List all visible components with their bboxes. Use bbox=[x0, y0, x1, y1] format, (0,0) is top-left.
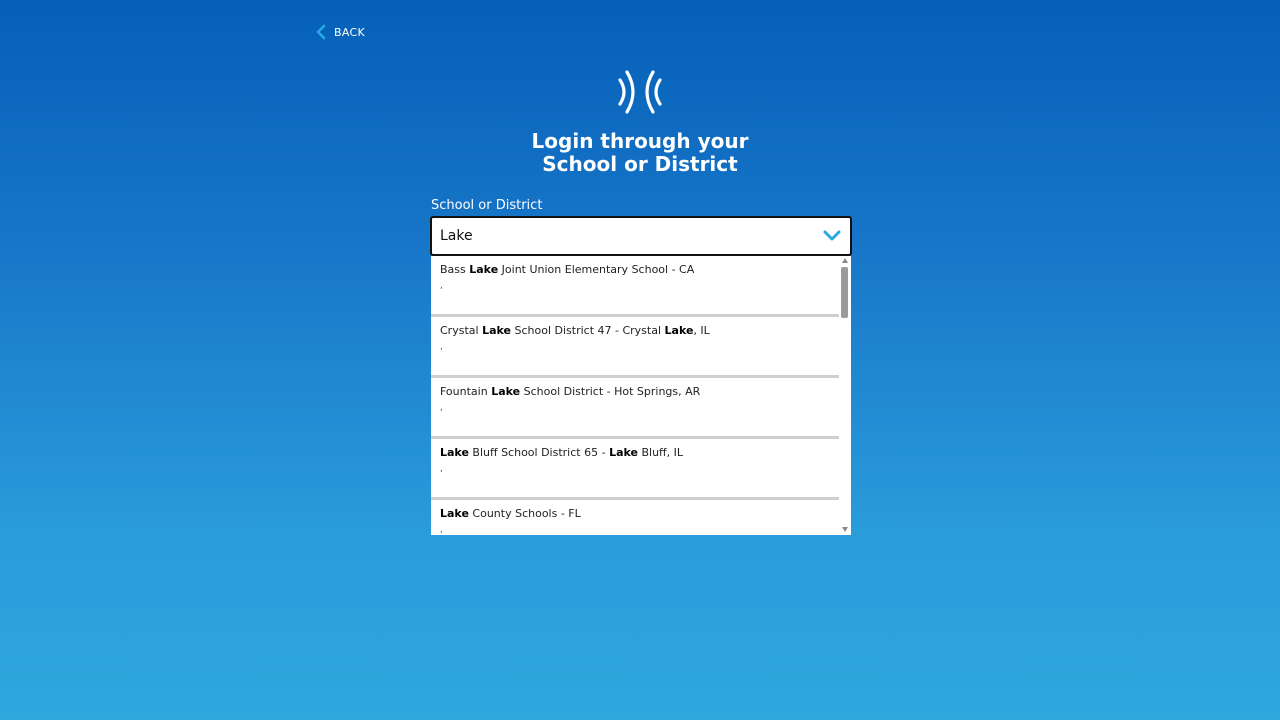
result-text: Joint Union Elementary School - CA bbox=[498, 263, 695, 276]
results-scrollbar[interactable] bbox=[839, 256, 851, 535]
page-title-line1: Login through your bbox=[531, 129, 749, 153]
result-item[interactable] bbox=[431, 378, 839, 439]
result-text: County Schools - FL bbox=[468, 507, 581, 520]
school-district-label: School or District bbox=[431, 198, 543, 213]
result-subtitle: , bbox=[440, 281, 443, 291]
school-district-input[interactable] bbox=[432, 218, 814, 254]
result-text: School District 47 - Crystal bbox=[510, 324, 665, 337]
scroll-up-arrow-icon[interactable] bbox=[841, 257, 849, 265]
result-match-highlight: Lake bbox=[609, 446, 638, 459]
result-text: Bass bbox=[440, 263, 470, 276]
result-name bbox=[440, 507, 839, 521]
school-district-combobox[interactable] bbox=[430, 216, 852, 256]
result-name bbox=[440, 446, 839, 460]
chevron-down-icon bbox=[822, 229, 842, 243]
result-match-highlight: Lake bbox=[482, 324, 511, 337]
result-match-highlight: Lake bbox=[440, 446, 469, 459]
scrollbar-thumb[interactable] bbox=[841, 267, 848, 318]
result-match-highlight: Lake bbox=[664, 324, 694, 337]
result-item[interactable] bbox=[431, 256, 839, 317]
result-match-highlight: Lake bbox=[491, 385, 521, 398]
results-list[interactable] bbox=[431, 256, 851, 535]
dropdown-toggle[interactable] bbox=[814, 218, 850, 254]
result-text: Crystal bbox=[440, 324, 483, 337]
result-subtitle: , bbox=[440, 342, 443, 352]
result-text: Bluff, IL bbox=[637, 446, 683, 459]
result-item[interactable] bbox=[431, 500, 839, 535]
back-label: BACK bbox=[334, 25, 365, 39]
result-item[interactable] bbox=[431, 317, 839, 378]
result-text: Fountain bbox=[440, 385, 492, 398]
result-text: Bluff School District 65 - bbox=[468, 446, 610, 459]
chevron-left-icon bbox=[314, 24, 328, 40]
scroll-down-arrow-icon[interactable] bbox=[841, 525, 849, 533]
result-text: School District - Hot Springs, AR bbox=[520, 385, 701, 398]
result-match-highlight: Lake bbox=[469, 263, 499, 276]
result-subtitle: , bbox=[440, 525, 443, 535]
back-button[interactable] bbox=[314, 24, 365, 40]
result-match-highlight: Lake bbox=[440, 507, 469, 520]
result-text: , IL bbox=[693, 324, 710, 337]
sound-waves-logo-icon bbox=[617, 68, 663, 116]
result-subtitle: , bbox=[440, 464, 443, 474]
result-name bbox=[440, 324, 839, 338]
page-title bbox=[440, 130, 840, 176]
results-items bbox=[431, 256, 839, 535]
page-title-line2: School or District bbox=[542, 152, 738, 176]
result-name bbox=[440, 385, 839, 399]
result-name bbox=[440, 263, 839, 277]
result-item[interactable] bbox=[431, 439, 839, 500]
result-subtitle: , bbox=[440, 403, 443, 413]
